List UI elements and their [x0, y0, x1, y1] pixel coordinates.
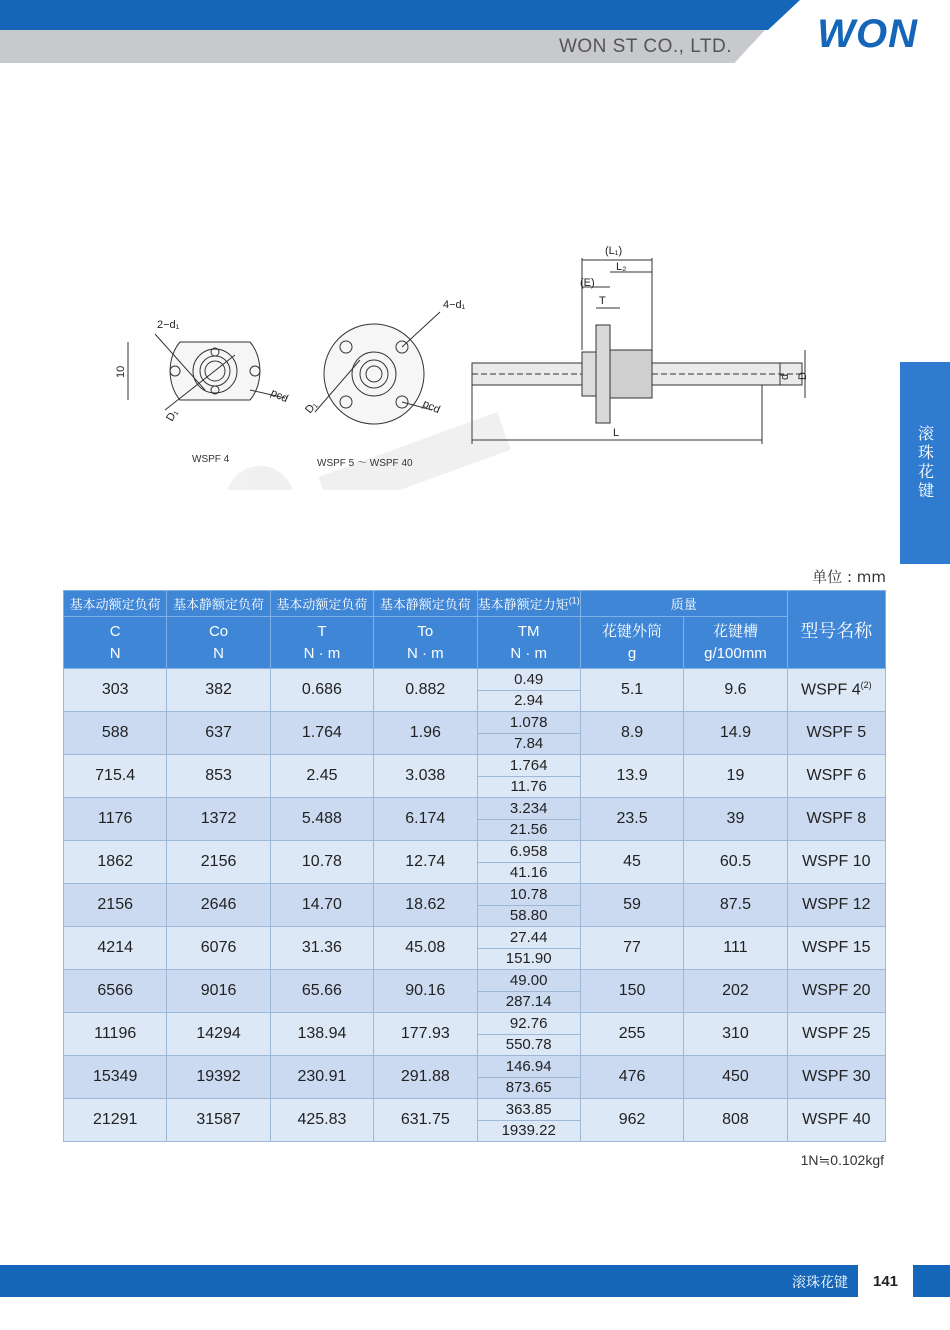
cell-moment-single: 3.234 [477, 798, 580, 820]
cell-mass-outer: 77 [580, 927, 683, 970]
cell-static-torque: 291.88 [374, 1056, 477, 1099]
table-row [64, 712, 886, 734]
caption-wspf5-40: WSPF 5 ～ WSPF 40 [317, 458, 413, 469]
cell-static-torque: 6.174 [374, 798, 477, 841]
cell-moment-double: 58.80 [477, 905, 580, 927]
cell-mass-shaft: 111 [684, 927, 787, 970]
col-group-header-mass: 质量 [580, 591, 787, 617]
cell-static-load: 637 [167, 712, 270, 755]
table-body [64, 669, 886, 1142]
col-group-header: 基本动额定负荷 [270, 591, 373, 617]
cell-moment-double: 21.56 [477, 819, 580, 841]
cell-dynamic-torque: 1.764 [270, 712, 373, 755]
technical-drawings [60, 230, 890, 490]
cell-moment-single: 0.49 [477, 669, 580, 691]
cell-moment-single: 6.958 [477, 841, 580, 863]
cell-mass-shaft: 87.5 [684, 884, 787, 927]
footer-section-label: 滚珠花键 [792, 1275, 848, 1291]
cell-mass-outer: 13.9 [580, 755, 683, 798]
col-group-header: 基本静额定负荷 [167, 591, 270, 617]
cell-dynamic-load: 15349 [64, 1056, 167, 1099]
cell-model: WSPF 20 [787, 970, 885, 1013]
table-row [64, 755, 886, 777]
table-row [64, 1099, 886, 1121]
cell-model: WSPF 40 [787, 1099, 885, 1142]
col-header: C N [64, 617, 167, 669]
cell-model: WSPF 15 [787, 927, 885, 970]
label-10: 10 [115, 365, 127, 378]
cell-dynamic-load: 2156 [64, 884, 167, 927]
cell-model: WSPF 4$^{(2)}$ [787, 669, 885, 712]
table-row [64, 970, 886, 992]
cell-static-load: 14294 [167, 1013, 270, 1056]
cell-dynamic-torque: 14.70 [270, 884, 373, 927]
cell-dynamic-torque: 230.91 [270, 1056, 373, 1099]
cell-mass-shaft: 808 [684, 1099, 787, 1142]
cell-dynamic-load: 11196 [64, 1013, 167, 1056]
cell-model: WSPF 25 [787, 1013, 885, 1056]
cell-model: WSPF 10 [787, 841, 885, 884]
label-L: L [613, 427, 620, 439]
cell-mass-outer: 45 [580, 841, 683, 884]
cell-mass-outer: 255 [580, 1013, 683, 1056]
col-header-model: 型号名称 [787, 591, 885, 669]
cell-moment-double: 1939.22 [477, 1120, 580, 1142]
cell-static-torque: 631.75 [374, 1099, 477, 1142]
label-T: T [599, 295, 606, 307]
cell-mass-shaft: 60.5 [684, 841, 787, 884]
label-4d1: 4−d₁ [443, 299, 466, 311]
cell-dynamic-load: 21291 [64, 1099, 167, 1142]
cell-model: WSPF 8 [787, 798, 885, 841]
cell-model: WSPF 30 [787, 1056, 885, 1099]
table-row [64, 841, 886, 863]
cell-dynamic-load: 588 [64, 712, 167, 755]
cell-static-load: 1372 [167, 798, 270, 841]
cell-static-load: 2156 [167, 841, 270, 884]
side-section-tab [900, 362, 950, 564]
cell-dynamic-torque: 138.94 [270, 1013, 373, 1056]
cell-model: WSPF 5 [787, 712, 885, 755]
cell-dynamic-load: 4214 [64, 927, 167, 970]
cell-static-torque: 1.96 [374, 712, 477, 755]
brand-logo: WON [817, 12, 918, 56]
cell-dynamic-torque: 0.686 [270, 669, 373, 712]
cell-dynamic-torque: 10.78 [270, 841, 373, 884]
cell-dynamic-load: 303 [64, 669, 167, 712]
cell-moment-double: 550.78 [477, 1034, 580, 1056]
cell-mass-outer: 476 [580, 1056, 683, 1099]
cell-dynamic-torque: 65.66 [270, 970, 373, 1013]
side-tab-label: 滚珠花键 [915, 425, 935, 501]
cell-static-torque: 3.038 [374, 755, 477, 798]
cell-mass-shaft: 202 [684, 970, 787, 1013]
cell-moment-single: 363.85 [477, 1099, 580, 1121]
cell-mass-outer: 59 [580, 884, 683, 927]
caption-wspf4: WSPF 4 [192, 454, 230, 465]
table-row [64, 1013, 886, 1035]
cell-mass-shaft: 310 [684, 1013, 787, 1056]
cell-mass-shaft: 9.6 [684, 669, 787, 712]
cell-static-load: 6076 [167, 927, 270, 970]
cell-moment-single: 92.76 [477, 1013, 580, 1035]
cell-static-load: 382 [167, 669, 270, 712]
table-row [64, 884, 886, 906]
cell-static-load: 31587 [167, 1099, 270, 1142]
cell-moment-single: 27.44 [477, 927, 580, 949]
cell-static-torque: 177.93 [374, 1013, 477, 1056]
label-pcd-right: pcd [420, 397, 442, 417]
cell-dynamic-torque: 2.45 [270, 755, 373, 798]
unit-conversion-note: 1N≒0.102kgf [800, 1152, 884, 1168]
header-blue-band [0, 0, 800, 30]
cell-moment-double: 287.14 [477, 991, 580, 1013]
col-group-header: 基本静额定负荷 [374, 591, 477, 617]
cell-moment-single: 1.764 [477, 755, 580, 777]
cell-static-load: 2646 [167, 884, 270, 927]
cell-model: WSPF 6 [787, 755, 885, 798]
cell-moment-double: 151.90 [477, 948, 580, 970]
cell-mass-shaft: 450 [684, 1056, 787, 1099]
col-header: TM N · m [477, 617, 580, 669]
col-header: 花键槽 g/100mm [684, 617, 787, 669]
label-L1: (L₁) [605, 245, 623, 257]
label-L2: L₂ [616, 261, 627, 273]
model-footnote-mark: (2) [860, 680, 872, 691]
cell-dynamic-load: 1176 [64, 798, 167, 841]
label-D1-left: D₁ [164, 407, 181, 424]
cell-dynamic-load: 6566 [64, 970, 167, 1013]
cell-moment-single: 49.00 [477, 970, 580, 992]
cell-mass-outer: 150 [580, 970, 683, 1013]
col-header: T N · m [270, 617, 373, 669]
label-E: (E) [580, 277, 595, 289]
cell-mass-shaft: 19 [684, 755, 787, 798]
cell-mass-outer: 962 [580, 1099, 683, 1142]
cell-static-torque: 18.62 [374, 884, 477, 927]
table-row [64, 798, 886, 820]
label-D1-right: D₁ [303, 399, 320, 416]
label-D: D [797, 372, 809, 380]
cell-dynamic-load: 1862 [64, 841, 167, 884]
label-d: d [779, 373, 791, 380]
cell-model: WSPF 12 [787, 884, 885, 927]
col-group-header: 基本动额定负荷 [64, 591, 167, 617]
cell-static-torque: 90.16 [374, 970, 477, 1013]
cell-static-load: 853 [167, 755, 270, 798]
cell-dynamic-torque: 425.83 [270, 1099, 373, 1142]
cell-static-load: 19392 [167, 1056, 270, 1099]
col-header: 花键外筒 g [580, 617, 683, 669]
cell-static-load: 9016 [167, 970, 270, 1013]
cell-static-torque: 12.74 [374, 841, 477, 884]
cell-mass-outer: 8.9 [580, 712, 683, 755]
label-pcd-left: pcd [268, 386, 290, 406]
cell-dynamic-torque: 5.488 [270, 798, 373, 841]
cell-moment-single: 1.078 [477, 712, 580, 734]
drawing-svg [60, 230, 890, 490]
table-row [64, 1056, 886, 1078]
company-name: WON ST CO., LTD. [558, 36, 732, 57]
col-header: Co N [167, 617, 270, 669]
cell-static-torque: 45.08 [374, 927, 477, 970]
cell-dynamic-torque: 31.36 [270, 927, 373, 970]
cell-mass-shaft: 39 [684, 798, 787, 841]
table-row [64, 669, 886, 691]
cell-static-torque: 0.882 [374, 669, 477, 712]
cell-moment-double: 873.65 [477, 1077, 580, 1099]
cell-moment-double: 7.84 [477, 733, 580, 755]
unit-label: 单位 : mm [812, 568, 886, 586]
cell-moment-double: 11.76 [477, 776, 580, 798]
cell-mass-shaft: 14.9 [684, 712, 787, 755]
cell-moment-double: 41.16 [477, 862, 580, 884]
label-2d1: 2−d₁ [157, 319, 180, 331]
page-number: 141 [858, 1265, 913, 1297]
cell-moment-single: 146.94 [477, 1056, 580, 1078]
cell-dynamic-load: 715.4 [64, 755, 167, 798]
col-header: To N · m [374, 617, 477, 669]
cell-mass-outer: 5.1 [580, 669, 683, 712]
col-group-header-moment: 基本静额定力矩$^{(1)}$ [477, 591, 580, 617]
cell-moment-single: 10.78 [477, 884, 580, 906]
cell-mass-outer: 23.5 [580, 798, 683, 841]
table-row [64, 927, 886, 949]
spec-table [63, 590, 886, 1142]
cell-moment-double: 2.94 [477, 690, 580, 712]
